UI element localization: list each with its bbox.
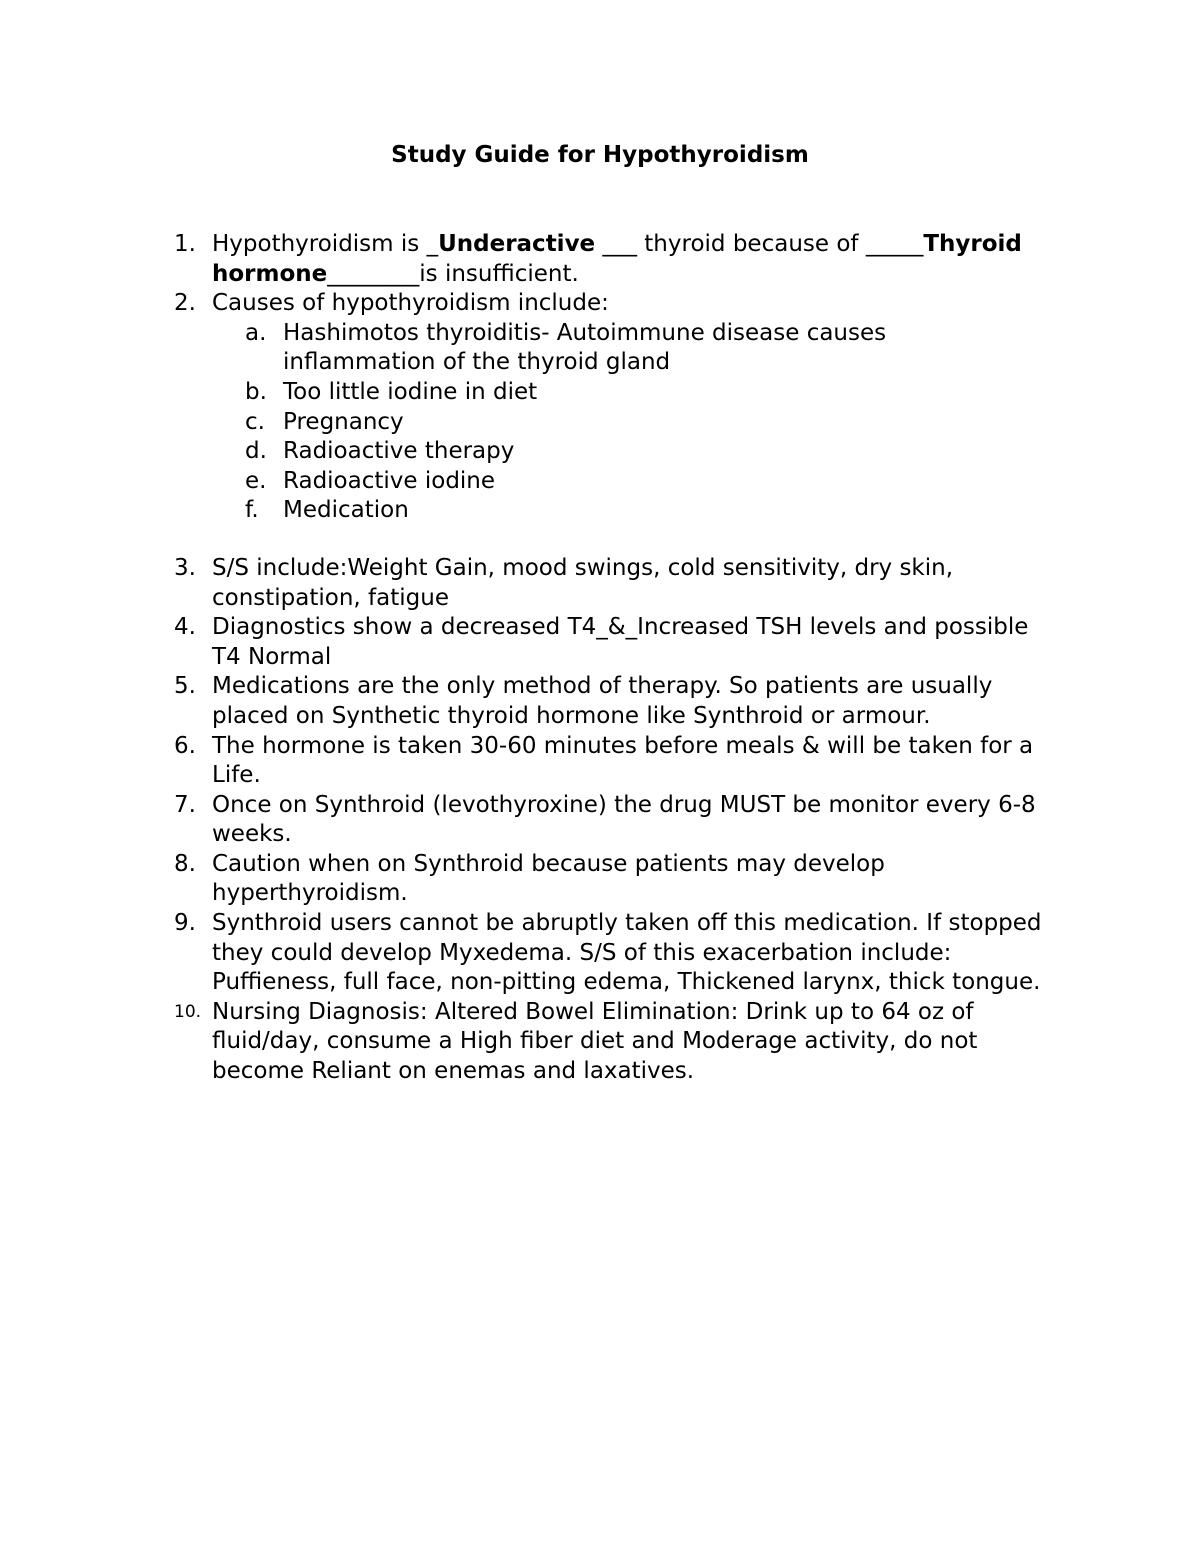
sub-letter: a. — [245, 319, 267, 346]
item-text: Medications are the only method of therapy. So patients are usually placed on Synthetic thyroid hormone like Synthroid or armour. — [212, 673, 993, 729]
item-text: Causes of hypothyroidism include: — [212, 290, 609, 317]
sub-item-b — [0, 378, 923, 408]
list-number: 7. — [174, 791, 196, 818]
sub-letter: b. — [245, 378, 267, 405]
list-number: 8. — [174, 850, 196, 877]
sub-item-d — [0, 437, 923, 467]
sub-item-f — [0, 496, 923, 526]
sub-item-e — [0, 467, 923, 497]
list-number: 9. — [174, 910, 196, 937]
sub-letter: e. — [245, 467, 267, 494]
answer-underactive: Underactive — [438, 231, 596, 257]
list-number: 1. — [174, 231, 196, 257]
list-item-5 — [0, 672, 1064, 731]
sub-text: Pregnancy — [283, 408, 404, 435]
list-item-8 — [0, 850, 1064, 909]
item-text: The hormone is taken 30-60 minutes before meals & will be taken for a Life. — [212, 732, 1034, 789]
answer-thyroid-hormone: Thyroid hormone — [212, 231, 1022, 287]
list-item-6 — [0, 732, 1064, 791]
list-number: 4. — [174, 614, 196, 641]
list-number: 3. — [174, 554, 196, 581]
sub-text: Medication — [283, 497, 409, 524]
spacer — [0, 526, 1200, 554]
item-text: Synthroid users cannot be abruptly taken off this medication. If stopped they could develop Myxedema. S/S of this exacerbation include: Puffieness, full face, non-pitting edema, Thickened larynx, thick tongue. — [212, 910, 1042, 996]
item-text: ________is insufficient. — [327, 260, 579, 287]
item-text: ___ thyroid because of _____ — [595, 231, 924, 257]
list-item-3 — [0, 554, 1064, 613]
sub-letter: d. — [245, 438, 267, 465]
item-text: Caution when on Synthroid because patients may develop hyperthyroidism. — [212, 850, 885, 907]
sub-text: Radioactive iodine — [283, 467, 496, 494]
item-text: Hypothyroidism is _ — [212, 231, 439, 257]
list-item-7 — [0, 791, 1064, 850]
sub-item-c — [0, 408, 923, 438]
sub-item-a — [0, 319, 923, 378]
list-number: 5. — [174, 673, 196, 700]
sub-text: Radioactive therapy — [283, 438, 515, 465]
list-number: 2. — [174, 290, 196, 317]
list-number: 10. — [174, 1001, 202, 1022]
list-item-2 — [0, 289, 1064, 319]
list-item-1 — [0, 230, 1064, 289]
sub-text: Too little iodine in diet — [283, 378, 538, 405]
sub-letter: f. — [245, 497, 259, 524]
item-text: Diagnostics show a decreased T4_&_Increased TSH levels and possible T4 Normal — [212, 614, 1029, 670]
item-text: S/S include:Weight Gain, mood swings, cold sensitivity, dry skin, constipation, fatigue — [212, 554, 954, 611]
list-item-4 — [0, 613, 1064, 672]
sub-text: Hashimotos thyroiditis- Autoimmune disease causes inflammation of the thyroid gland — [283, 319, 887, 376]
item-text: Nursing Diagnosis: Altered Bowel Elimination: Drink up to 64 oz of fluid/day, consume a High fiber diet and Moderage activity, do not become Reliant on enemas and laxatives. — [212, 998, 978, 1085]
document-title: Study Guide for Hypothyroidism — [391, 142, 809, 168]
list-item-10 — [0, 998, 1064, 1087]
sub-letter: c. — [245, 408, 265, 435]
list-item-9 — [0, 909, 1064, 998]
study-guide-list — [0, 230, 1200, 1087]
list-number: 6. — [174, 732, 196, 759]
item-text: Once on Synthroid (levothyroxine) the drug MUST be monitor every 6-8 weeks. — [212, 791, 1036, 848]
